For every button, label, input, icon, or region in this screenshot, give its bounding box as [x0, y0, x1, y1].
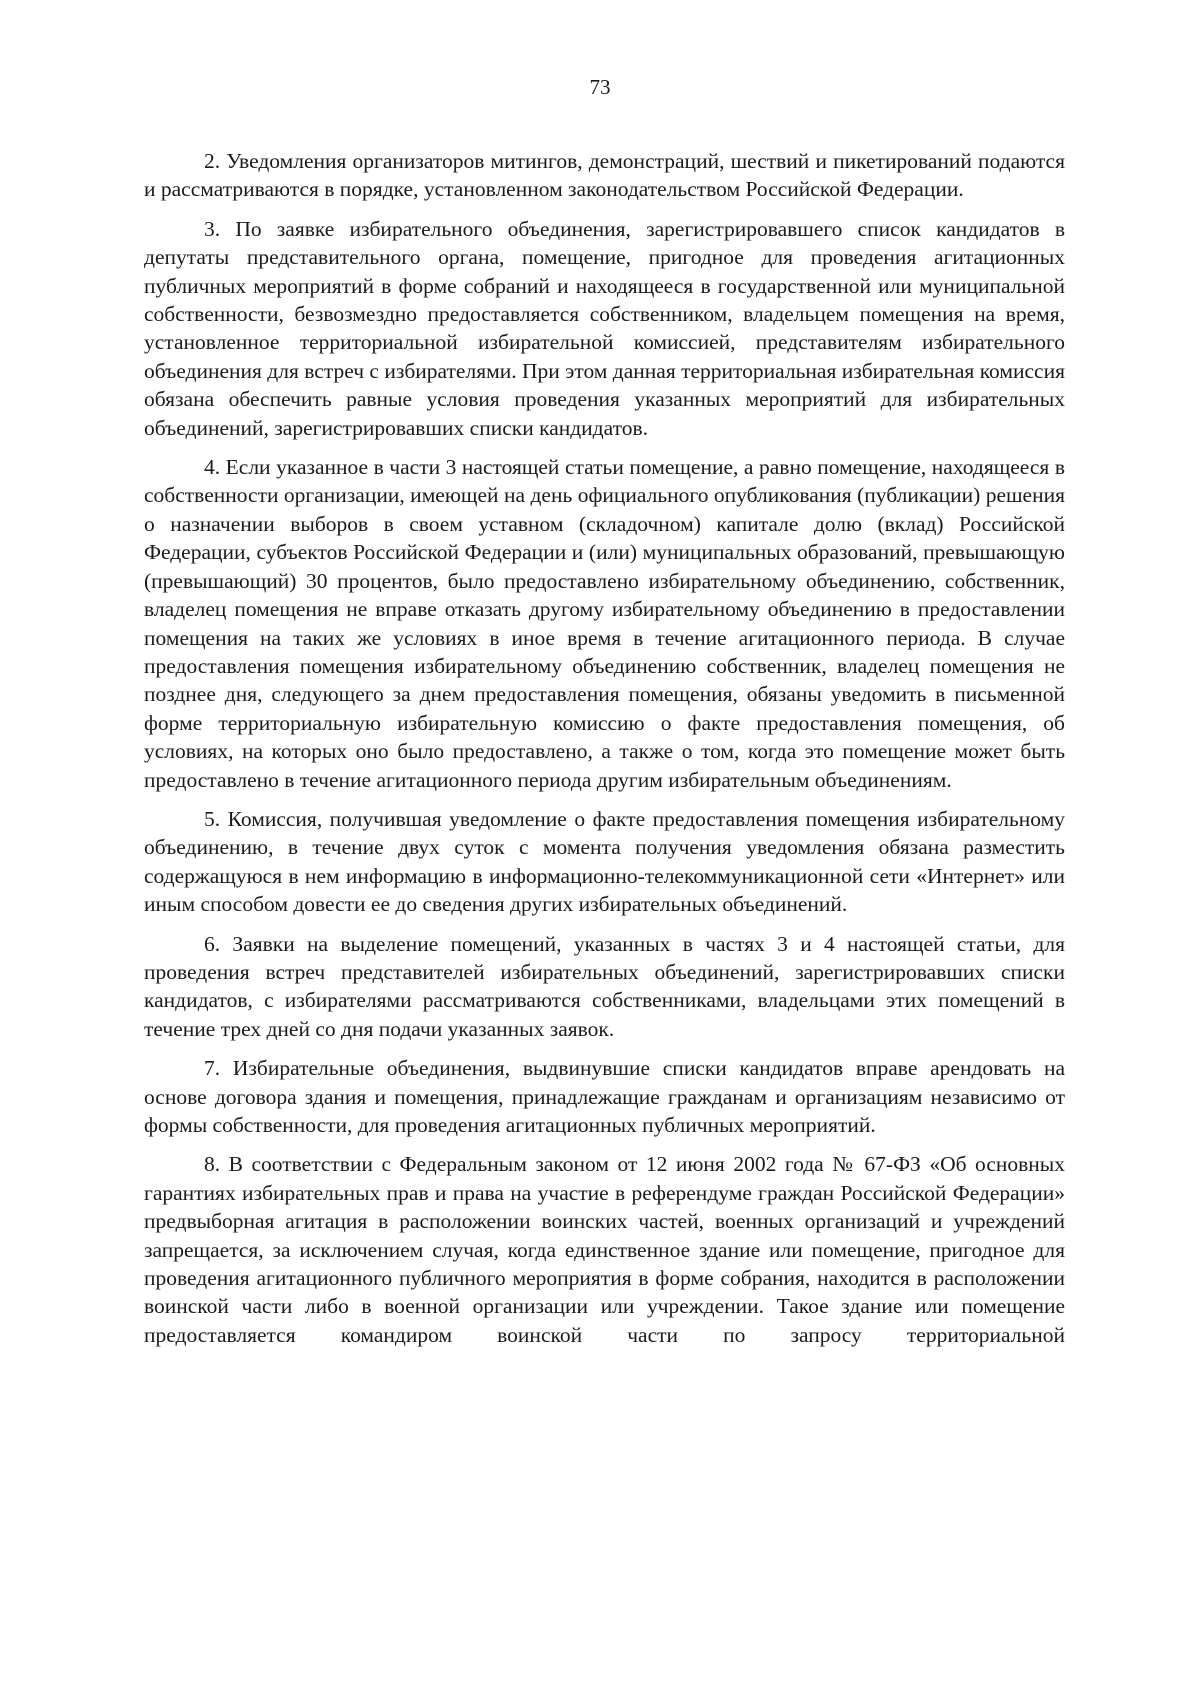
paragraph-6: 6. Заявки на выделение помещений, указанных в частях 3 и 4 настоящей статьи, для проведения встреч представителей избирательных объединений, зарегистрировавших списки кандидатов, с избирателями рассматриваются собственниками, владельцами этих помещений в течение трех дней со дня подачи указанных заявок.	[144, 931, 1065, 1041]
paragraph-7: 7. Избирательные объединения, выдвинувшие списки кандидатов вправе арендовать на основе договора здания и помещения, принадлежащие гражданам и организациям независимо от формы собственности, для проведения агитационных публичных мероприятий.	[144, 1056, 1065, 1137]
paragraph-2: 2. Уведомления организаторов митингов, демонстраций, шествий и пикетирований подаются и рассматриваются в порядке, установленном законодательством Российской Федерации.	[144, 149, 1065, 202]
paragraph-4: 4. Если указанное в части 3 настоящей статьи помещение, а равно помещение, находящееся в собственности организации, имеющей на день официального опубликования (публикации) решения о назначении выборов в своем уставном (складочном) капитале долю (вклад) Российской Федерации, субъектов Российской Федерации и (или) муниципальных образований, превышающую (превышающий) 30 процентов, было предоставлено избирательному объединению, собственник, владелец помещения не вправе отказать другому избирательному объединению в предоставлении помещения на таких же условиях в иное время в течение агитационного периода. В случае предоставления помещения избирательному объединению собственник, владелец помещения не позднее дня, следующего за днем предоставления помещения, обязаны уведомить в письменной форме территориальную избирательную комиссию о факте предоставления помещения, об условиях, на которых оно было предоставлено, а также о том, когда это помещение может быть предоставлено в течение агитационного периода другим избирательным объединениям.	[144, 455, 1065, 792]
paragraph-3: 3. По заявке избирательного объединения, зарегистрировавшего список кандидатов в депутаты представительного органа, помещение, пригодное для проведения агитационных публичных мероприятий в форме собраний и находящееся в государственной или муниципальной собственности, безвозмездно предоставляется собственником, владельцем помещения на время, установленное территориальной избирательной комиссией, представителям избирательного объединения для встреч с избирателями. При этом данная территориальная избирательная комиссия обязана обеспечить равные условия проведения указанных мероприятий для избирательных объединений, зарегистрировавших списки кандидатов.	[144, 216, 1065, 440]
page-number: 73	[589, 75, 611, 99]
document-body	[144, 147, 1065, 1360]
paragraph-5: 5. Комиссия, получившая уведомление о факте предоставления помещения избирательному объединению, в течение двух суток с момента получения уведомления обязана разместить содержащуюся в нем информацию в информационно-телекоммуникационной сети «Интернет» или иным способом довести ее до сведения других избирательных объединений.	[144, 806, 1065, 917]
paragraph-8: 8. В соответствии с Федеральным законом от 12 июня 2002 года № 67-ФЗ «Об основных гарантиях избирательных прав и права на участие в референдуме граждан Российской Федерации» предвыборная агитация в расположении воинских частей, военных организаций и учреждений запрещается, за исключением случая, когда единственное здание или помещение, пригодное для проведения агитационного публичного мероприятия в форме собрания, находится в расположении воинской части либо в военной организации или учреждении. Такое здание или помещение предоставляется командиром воинской части по запросу территориальной	[144, 1152, 1065, 1347]
